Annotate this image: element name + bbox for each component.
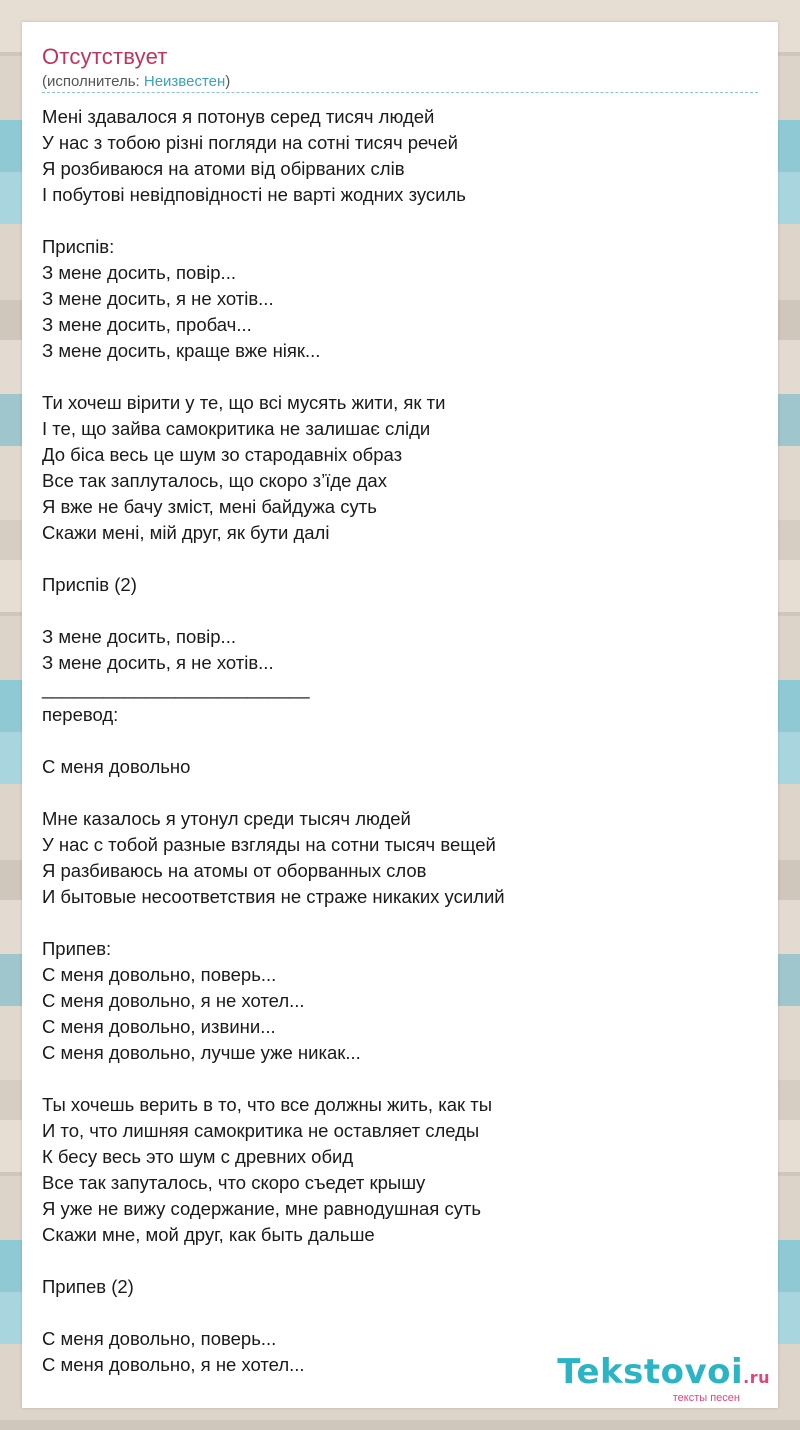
lyric-line [42,910,762,936]
lyric-line: Я розбиваюся на атоми від обірваних слів [42,158,405,179]
lyric-line: З мене досить, краще вже ніяк... [42,340,321,361]
lyric-line: И бытовые несоответствия не страже никаких усилий [42,886,505,907]
lyric-line: Я разбиваюсь на атомы от оборванных слов [42,860,427,881]
lyric-line: І те, що зайва самокритика не залишає сліди [42,418,431,439]
artist-line [42,73,230,90]
lyric-line: Скажи мені, мій друг, як бути далі [42,522,330,543]
lyric-line: С меня довольно [42,756,191,777]
lyric-line: С меня довольно, поверь... [42,964,277,985]
lyric-line: У нас з тобою різні погляди на сотні тисяч речей [42,132,458,153]
lyric-line: С меня довольно, лучше уже никак... [42,1042,361,1063]
lyric-line [42,364,762,390]
lyric-line: Ты хочешь верить в то, что все должны жить, как ты [42,1094,493,1115]
lyric-line: С меня довольно, я не хотел... [42,1354,305,1375]
lyric-line: К бесу весь это шум с древних обид [42,1146,354,1167]
lyric-line: І побутові невідповідності не варті жодних зусиль [42,184,466,205]
lyric-line: Я вже не бачу зміст, мені байдужа суть [42,496,377,517]
lyric-line: Мені здавалося я потонув серед тисяч людей [42,106,435,127]
lyric-line: До біса весь це шум зо стародавніх образ [42,444,403,465]
lyric-line: У нас с тобой разные взгляды на сотни тысяч вещей [42,834,496,855]
lyric-line [42,598,762,624]
lyric-line [42,728,762,754]
lyrics-card [22,22,778,1408]
lyric-line: З мене досить, пробач... [42,314,252,335]
lyric-line: С меня довольно, я не хотел... [42,990,305,1011]
lyric-line [42,546,762,572]
lyric-line: И то, что лишняя самокритика не оставляет следы [42,1120,480,1141]
lyric-line: Все так заплуталось, що скоро з’їде дах [42,470,387,491]
song-title: Отсутствует [42,44,168,69]
lyric-line: Скажи мне, мой друг, как быть дальше [42,1224,375,1245]
lyric-line [42,1066,762,1092]
lyric-line: Припев: [42,938,112,959]
lyric-line: Я уже не вижу содержание, мне равнодушная суть [42,1198,482,1219]
lyrics-text [42,104,762,1378]
site-logo[interactable] [557,1354,770,1404]
lyric-line [42,1300,762,1326]
lyric-line: Приспів (2) [42,574,137,595]
lyric-line: Припев (2) [42,1276,134,1297]
lyric-line: Мне казалось я утонул среди тысяч людей [42,808,411,829]
lyric-line: перевод: [42,704,119,725]
lyric-line: Ти хочеш вірити у те, що всі мусять жити, як ти [42,392,446,413]
lyric-line: З мене досить, повір... [42,262,236,283]
lyric-line: З мене досить, повір... [42,626,236,647]
lyric-line [42,1248,762,1274]
artist-suffix: ) [225,73,231,90]
lyric-line: З мене досить, я не хотів... [42,288,274,309]
artist-prefix: (исполнитель: [42,73,144,90]
lyric-line [42,208,762,234]
lyric-line: Все так запуталось, что скоро съедет крышу [42,1172,426,1193]
lyric-line: З мене досить, я не хотів... [42,652,274,673]
logo-brand-name: Tekstovoi [557,1352,744,1392]
lyric-line [42,780,762,806]
logo-brand [557,1354,770,1396]
logo-tld: .ru [743,1368,770,1387]
lyric-line: Приспів: [42,236,115,257]
artist-link[interactable]: Неизвестен [143,73,226,90]
lyric-line: С меня довольно, извини... [42,1016,276,1037]
lyric-line: С меня довольно, поверь... [42,1328,277,1349]
logo-tagline: тексты песен [672,1392,740,1404]
lyric-line: __________________________ [42,678,310,699]
title-divider [42,92,758,93]
